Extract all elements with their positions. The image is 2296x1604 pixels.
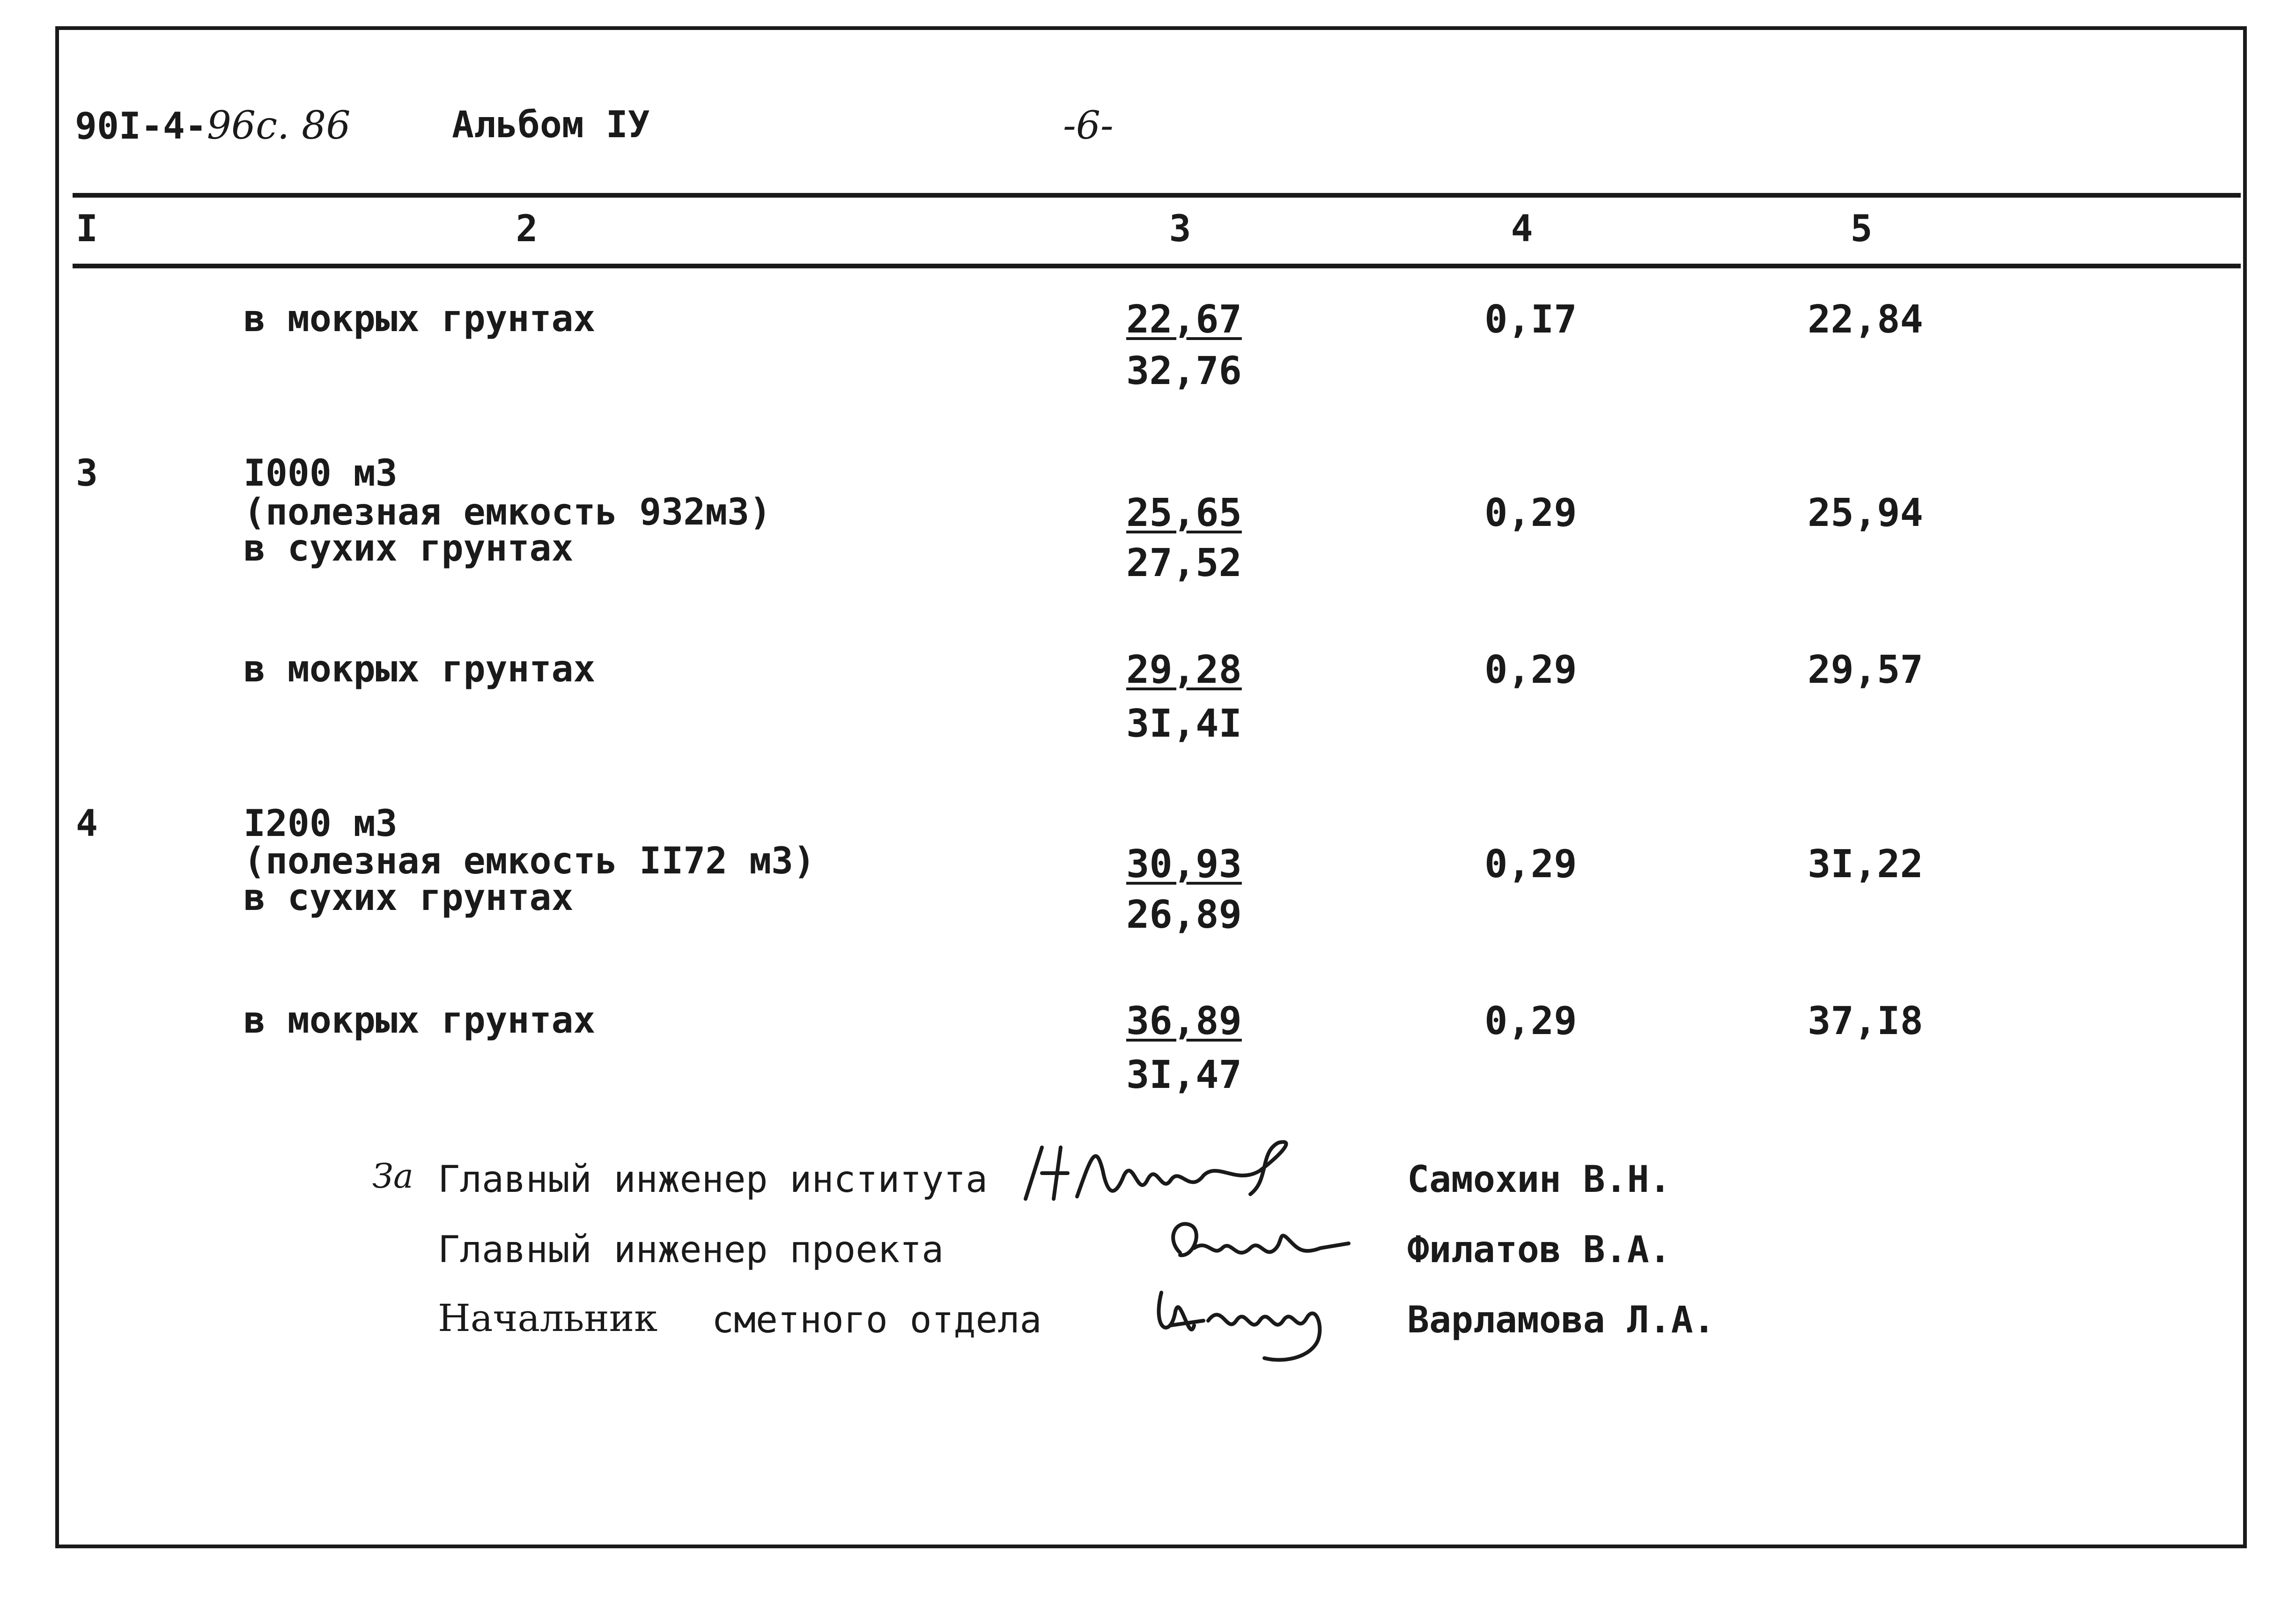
col4-value: 0,I7 <box>1484 297 1577 342</box>
doc-code-printed: 90I-4- <box>75 105 207 148</box>
col3-top-value: 22,67 <box>1126 297 1242 342</box>
col3-bottom-value: 32,76 <box>1126 349 1242 393</box>
row-desc-line2: (полезная емкость 932м3) <box>244 491 772 533</box>
col5-value: 37,I8 <box>1808 999 1923 1043</box>
signature-name-3: Варламова Л.А. <box>1407 1299 1715 1341</box>
signature-title-3: сметного отдела <box>712 1299 1042 1341</box>
col-header-3: 3 <box>1169 208 1191 250</box>
col-header-2: 2 <box>516 208 538 250</box>
col5-value: 25,94 <box>1808 491 1923 535</box>
row-desc: в мокрых грунтах <box>244 298 596 340</box>
col-header-4: 4 <box>1511 208 1533 250</box>
col4-value: 0,29 <box>1484 999 1577 1043</box>
col3-top-value: 25,65 <box>1126 491 1242 535</box>
row-number: 4 <box>76 803 98 845</box>
col3-bottom-value: 26,89 <box>1126 893 1242 937</box>
album-label: Альбом IУ <box>452 104 650 146</box>
col5-value: 22,84 <box>1808 297 1923 342</box>
page-number: -6- <box>1063 103 1114 148</box>
signature-title-3-handwritten: Начальник <box>438 1296 658 1340</box>
signature-title-2: Главный инженер проекта <box>438 1229 944 1271</box>
col5-value: 29,57 <box>1808 648 1923 692</box>
col4-value: 0,29 <box>1484 842 1577 887</box>
signature-title-1: Главный инженер института <box>438 1159 988 1201</box>
row-desc-line2: (полезная емкость II72 м3) <box>244 840 815 882</box>
col3-top-value: 30,93 <box>1126 842 1242 887</box>
col5-value: 3I,22 <box>1808 842 1923 887</box>
col-header-1: I <box>76 208 98 250</box>
col3-bottom-value: 3I,47 <box>1126 1053 1242 1097</box>
row-desc-line1: I200 м3 <box>244 803 398 845</box>
header-rule-bottom <box>73 264 2241 268</box>
row-desc-line1: I000 м3 <box>244 452 398 495</box>
col3-top-value: 29,28 <box>1126 648 1242 692</box>
col-header-5: 5 <box>1850 208 1873 250</box>
col3-bottom-value: 27,52 <box>1126 541 1242 585</box>
signature-name-1: Самохин В.Н. <box>1407 1159 1671 1201</box>
doc-code <box>75 103 351 148</box>
col4-value: 0,29 <box>1484 491 1577 535</box>
col3-bottom-value: 3I,4I <box>1126 702 1242 746</box>
row-desc-line3: в сухих грунтах <box>244 877 574 919</box>
row-desc: в мокрых грунтах <box>244 648 596 690</box>
doc-code-handwritten: 96с. 86 <box>207 103 351 148</box>
signature-scribble-1 <box>1016 1129 1307 1208</box>
row-desc: в мокрых грунтах <box>244 999 596 1042</box>
col4-value: 0,29 <box>1484 648 1577 692</box>
header-rule-top <box>73 193 2241 198</box>
signature-name-2: Филатов В.А. <box>1407 1229 1671 1271</box>
signature-scribble-3 <box>1143 1274 1349 1367</box>
row-number: 3 <box>76 452 98 495</box>
row-desc-line3: в сухих грунтах <box>244 527 574 569</box>
signature-prefix: За <box>372 1156 413 1196</box>
signature-scribble-2 <box>1161 1211 1358 1271</box>
col3-top-value: 36,89 <box>1126 999 1242 1043</box>
